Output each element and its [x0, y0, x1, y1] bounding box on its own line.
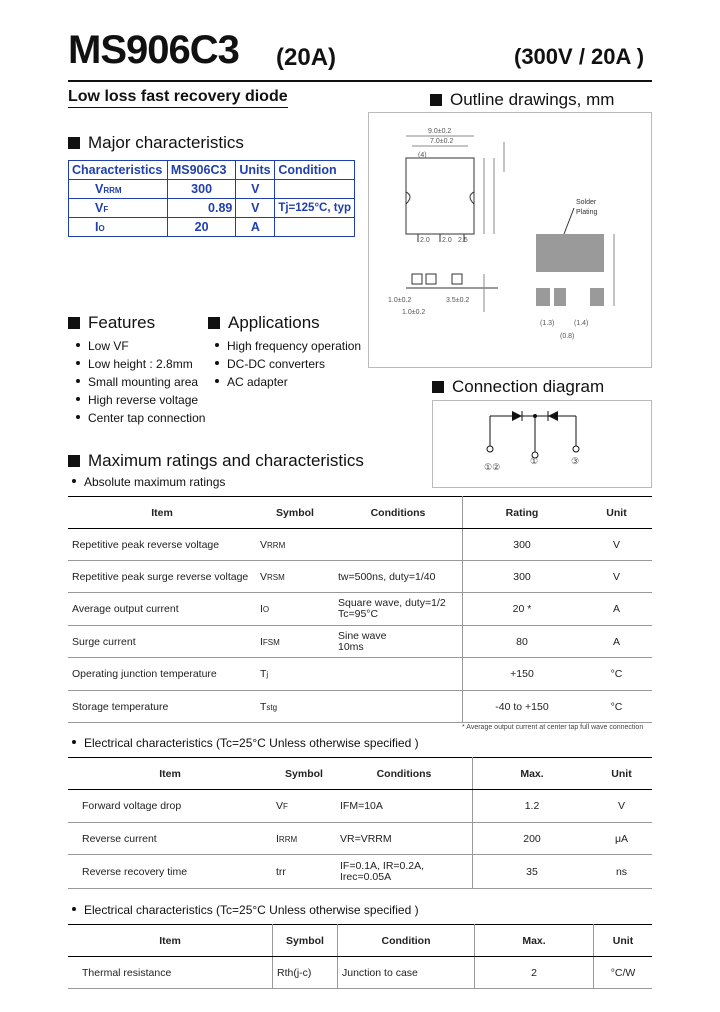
header-cell: Conditions [336, 758, 473, 790]
header-cell: Unit [591, 758, 652, 790]
header-cell: Unit [581, 497, 652, 529]
pin-terminal [573, 446, 579, 452]
table-row [68, 593, 652, 626]
header-cell: Item [68, 497, 256, 529]
applications-heading: Applications [208, 313, 320, 333]
symbol-cell: trr [272, 855, 336, 889]
symbol-cell: VF [272, 790, 336, 823]
table-header-row [68, 758, 652, 790]
unit-cell: A [236, 218, 275, 237]
symbol-cell: VRSM [256, 561, 334, 593]
features-list [76, 337, 205, 427]
bullet-icon [76, 415, 80, 419]
pad [452, 274, 462, 284]
dim-label: 9.0±0.2 [428, 128, 452, 135]
absolute-ratings-table [68, 496, 652, 723]
condition-cell [275, 218, 355, 237]
dim-label: 2.0 [420, 237, 430, 244]
table-row [68, 529, 652, 561]
side-lead [554, 288, 566, 306]
table-row [68, 561, 652, 593]
symbol-cell: VRRM [69, 180, 168, 199]
connection-heading: Connection diagram [432, 377, 604, 397]
condition-cell: IF=0.1A, IR=0.2A, Irec=0.05A [336, 855, 473, 889]
symbol-cell: IRRM [272, 823, 336, 855]
dim-label: (4) [418, 152, 427, 159]
value-cell: 80 [463, 626, 582, 658]
thermal-subheading: Electrical characteristics (Tc=25°C Unless otherwise specified ) [72, 903, 419, 917]
list-item: DC-DC converters [215, 355, 361, 373]
square-bullet-icon [68, 317, 80, 329]
current-rating-title: (20A) [276, 44, 337, 71]
header-cell: Unit [594, 925, 653, 957]
symbol-cell: VF [69, 199, 168, 218]
dim-label: 2.0 [442, 237, 452, 244]
footnote-mark: * [527, 603, 532, 615]
bullet-icon [76, 343, 80, 347]
value-cell: 2 [475, 957, 594, 989]
title-rule [68, 80, 652, 82]
unit-cell: ns [591, 855, 652, 889]
square-bullet-icon [432, 381, 444, 393]
condition-cell: VR=VRRM [336, 823, 473, 855]
condition-cell: Square wave, duty=1/2 Tc=95°C [334, 593, 463, 626]
value-cell: 0.89 [167, 199, 236, 218]
item-cell: Reverse current [68, 823, 272, 855]
table-row [68, 691, 652, 723]
bullet-icon [76, 361, 80, 365]
header-cell: Rating [463, 497, 582, 529]
item-cell: Thermal resistance [68, 957, 273, 989]
value-cell: 200 [473, 823, 592, 855]
outline-heading: Outline drawings, mm [430, 90, 614, 110]
header-cell: Condition [338, 925, 475, 957]
package-notch-left [406, 192, 410, 204]
list-item: Low VF [76, 337, 205, 355]
square-bullet-icon [430, 94, 442, 106]
table-row [68, 626, 652, 658]
symbol-cell: IO [69, 218, 168, 237]
condition-cell: Junction to case [338, 957, 475, 989]
dim-label: 1.0±0.2 [388, 297, 412, 304]
voltage-current-rating: (300V / 20A ) [514, 44, 645, 69]
condition-cell: Sine wave 10ms [334, 626, 463, 658]
condition-cell: Tj=125°C, typ [275, 199, 355, 218]
bullet-icon [76, 397, 80, 401]
subtitle: Low loss fast recovery diode [68, 88, 288, 108]
condition-cell: tw=500ns, duty=1/40 [334, 561, 463, 593]
unit-cell: °C [581, 691, 652, 723]
diode-left-icon [512, 411, 522, 421]
symbol-cell: Rth(j-c) [273, 957, 338, 989]
value-cell: +150 [463, 658, 582, 691]
symbol-cell: IFSM [256, 626, 334, 658]
list-item: High frequency operation [215, 337, 361, 355]
features-heading: Features [68, 313, 155, 333]
dim-label: 3.5±0.2 [446, 297, 470, 304]
item-cell: Forward voltage drop [68, 790, 272, 823]
item-cell: Average output current [68, 593, 256, 626]
table-row [68, 957, 652, 989]
major-characteristics-table [68, 160, 355, 237]
symbol-cell: Tj [256, 658, 334, 691]
unit-cell: V [591, 790, 652, 823]
major-heading: Major characteristics [68, 133, 244, 153]
connection-diagram [432, 400, 652, 488]
unit-cell: °C [581, 658, 652, 691]
header-cell: Max. [475, 925, 594, 957]
bullet-icon [72, 479, 76, 483]
bullet-icon [215, 379, 219, 383]
value-cell: 20 * [463, 593, 582, 626]
diode-right-icon [548, 411, 558, 421]
table-row [69, 199, 355, 218]
symbol-cell: Tstg [256, 691, 334, 723]
table-header-row [68, 925, 652, 957]
header-cell: Symbol [256, 497, 334, 529]
item-cell: Storage temperature [68, 691, 256, 723]
electrical-table [68, 757, 652, 889]
condition-cell: IFM=10A [336, 790, 473, 823]
list-item: Small mounting area [76, 373, 205, 391]
table-header-row [69, 161, 355, 180]
dim-label: (1.3) [540, 320, 555, 327]
value-cell: 300 [167, 180, 236, 199]
leader-line [564, 208, 574, 234]
header-cell: Units [236, 161, 275, 180]
header-cell: Symbol [272, 758, 336, 790]
symbol-cell: VRRM [256, 529, 334, 561]
condition-cell [334, 691, 463, 723]
outline-drawing [368, 112, 652, 368]
condition-cell [334, 529, 463, 561]
unit-cell: V [581, 529, 652, 561]
pad [426, 274, 436, 284]
bullet-icon [72, 740, 76, 744]
table-row [69, 180, 355, 199]
bullet-icon [76, 379, 80, 383]
header-cell: Item [68, 758, 272, 790]
unit-cell: A [581, 626, 652, 658]
condition-cell [334, 658, 463, 691]
pin-label: ①② [484, 462, 501, 472]
electrical-subheading: Electrical characteristics (Tc=25°C Unless otherwise specified ) [72, 736, 419, 750]
part-number-title: MS906C3 [68, 28, 239, 72]
header-cell: Symbol [273, 925, 338, 957]
value-cell: 20 [167, 218, 236, 237]
maximum-heading: Maximum ratings and characteristics [68, 451, 364, 471]
outline-frame [369, 113, 652, 368]
item-cell: Surge current [68, 626, 256, 658]
absolute-subheading: Absolute maximum ratings [72, 475, 225, 489]
footnote: * Average output current at center tap full wave connection [462, 724, 644, 731]
unit-cell: μA [591, 823, 652, 855]
header-cell: Item [68, 925, 273, 957]
value-cell: 300 [463, 561, 582, 593]
dim-label: (0.8) [560, 333, 575, 340]
unit-cell: A [581, 593, 652, 626]
square-bullet-icon [68, 455, 80, 467]
dim-label: (1.4) [574, 320, 589, 327]
unit-cell: V [236, 199, 275, 218]
square-bullet-icon [68, 137, 80, 149]
diagram-frame [433, 401, 652, 488]
table-header-row [68, 497, 652, 529]
solder-label: Solder [576, 199, 597, 206]
header-cell: Characteristics [69, 161, 168, 180]
header-cell: Conditions [334, 497, 463, 529]
dim-label: 2.5 [458, 237, 468, 244]
pad [412, 274, 422, 284]
table-row [68, 855, 652, 889]
side-body [536, 234, 604, 272]
list-item: Center tap connection [76, 409, 205, 427]
list-item: High reverse voltage [76, 391, 205, 409]
dim-label: 7.0±0.2 [430, 138, 454, 145]
bullet-icon [215, 361, 219, 365]
value-cell: 1.2 [473, 790, 592, 823]
pin-label: ① [530, 456, 539, 466]
thermal-table [68, 924, 652, 989]
pin-terminal [487, 446, 493, 452]
table-row [68, 790, 652, 823]
side-lead [536, 288, 550, 306]
value-cell: 300 [463, 529, 582, 561]
bullet-icon [215, 343, 219, 347]
unit-cell: °C/W [594, 957, 653, 989]
item-cell: Repetitive peak surge reverse voltage [68, 561, 256, 593]
condition-cell [275, 180, 355, 199]
symbol-cell: IO [256, 593, 334, 626]
header-cell: MS906C3 [167, 161, 236, 180]
unit-cell: V [581, 561, 652, 593]
pin-label: ③ [571, 456, 580, 466]
square-bullet-icon [208, 317, 220, 329]
applications-list [215, 337, 361, 391]
dim-label: 1.0±0.2 [402, 309, 426, 316]
table-row [68, 658, 652, 691]
unit-cell: V [236, 180, 275, 199]
package-top-view [406, 158, 474, 234]
bullet-icon [72, 907, 76, 911]
value-cell: -40 to +150 [463, 691, 582, 723]
package-notch-right [470, 192, 474, 204]
item-cell: Operating junction temperature [68, 658, 256, 691]
table-row [68, 823, 652, 855]
list-item: AC adapter [215, 373, 361, 391]
side-lead [590, 288, 604, 306]
item-cell: Reverse recovery time [68, 855, 272, 889]
value-cell: 35 [473, 855, 592, 889]
table-row [69, 218, 355, 237]
item-cell: Repetitive peak reverse voltage [68, 529, 256, 561]
header-cell: Max. [473, 758, 592, 790]
list-item: Low height : 2.8mm [76, 355, 205, 373]
plating-label: Plating [576, 209, 598, 216]
header-cell: Condition [275, 161, 355, 180]
